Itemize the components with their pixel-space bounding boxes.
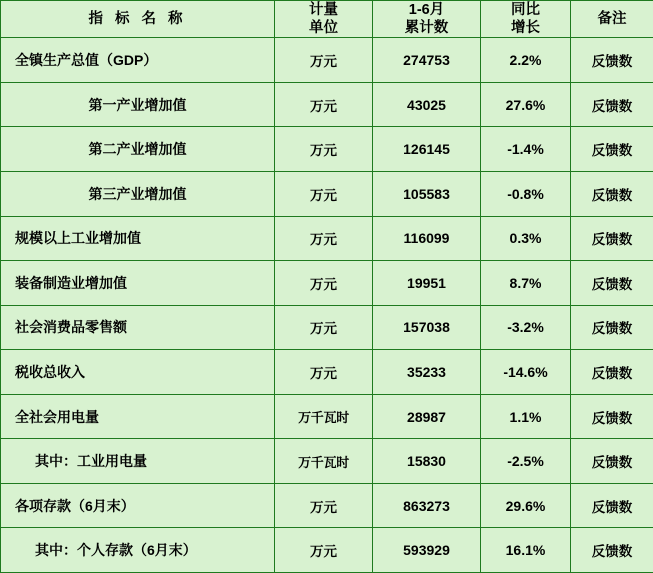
remark-cell: 反馈数 [571,216,653,261]
unit-cell: 万元 [275,483,373,528]
table-row [1,439,653,484]
growth-rate-cell: 8.7% [481,261,571,306]
growth-rate-cell: 0.3% [481,216,571,261]
table-body [1,38,653,573]
cumulative-value-cell: 593929 [373,528,481,573]
table-row [1,261,653,306]
unit-cell: 万千瓦时 [275,439,373,484]
growth-rate-cell: 27.6% [481,82,571,127]
indicator-name-cell: 其中：个人存款（6月末） [1,528,275,573]
growth-rate-cell: 29.6% [481,483,571,528]
indicator-name-cell: 第二产业增加值 [1,127,275,172]
unit-cell: 万元 [275,261,373,306]
table-header [1,1,653,38]
unit-cell: 万元 [275,305,373,350]
cumulative-value-cell: 15830 [373,439,481,484]
remark-cell: 反馈数 [571,171,653,216]
unit-cell: 万元 [275,82,373,127]
cumulative-value-cell: 105583 [373,171,481,216]
growth-rate-cell: -3.2% [481,305,571,350]
table-row [1,305,653,350]
header-row [1,1,653,38]
indicator-name-cell: 规模以上工业增加值 [1,216,275,261]
table-row [1,528,653,573]
column-header-remark [571,1,653,38]
remark-cell: 反馈数 [571,439,653,484]
growth-rate-cell: -2.5% [481,439,571,484]
table-row [1,171,653,216]
remark-cell: 反馈数 [571,82,653,127]
unit-cell: 万元 [275,171,373,216]
cumulative-value-cell: 274753 [373,38,481,83]
growth-rate-cell: 2.2% [481,38,571,83]
cumulative-value-cell: 157038 [373,305,481,350]
indicator-name-cell: 各项存款（6月末） [1,483,275,528]
remark-cell: 反馈数 [571,127,653,172]
growth-rate-cell: -0.8% [481,171,571,216]
unit-cell: 万元 [275,528,373,573]
remark-cell: 反馈数 [571,38,653,83]
cumulative-value-cell: 28987 [373,394,481,439]
column-header-growth-line1: 同比 [511,2,540,18]
table-row [1,350,653,395]
column-header-unit-line1: 计量 [309,2,338,18]
table-row [1,394,653,439]
table-row [1,216,653,261]
unit-cell: 万元 [275,38,373,83]
indicator-name-cell: 第三产业增加值 [1,171,275,216]
column-header-cumulative-line1: 1-6月 [408,2,445,18]
remark-cell: 反馈数 [571,394,653,439]
column-header-growth [481,1,571,38]
column-header-indicator-name-line1: 指 标 名 称 [88,11,187,28]
remark-cell: 反馈数 [571,528,653,573]
indicator-name-cell: 装备制造业增加值 [1,261,275,306]
remark-cell: 反馈数 [571,305,653,350]
growth-rate-cell: -14.6% [481,350,571,395]
table-row [1,127,653,172]
cumulative-value-cell: 43025 [373,82,481,127]
cumulative-value-cell: 116099 [373,216,481,261]
column-header-unit-line2: 单位 [309,20,338,37]
remark-cell: 反馈数 [571,350,653,395]
column-header-remark-line1: 备注 [597,11,627,28]
indicator-name-cell: 全社会用电量 [1,394,275,439]
indicator-name-cell: 其中：工业用电量 [1,439,275,484]
table-row [1,38,653,83]
growth-rate-cell: 16.1% [481,528,571,573]
unit-cell: 万千瓦时 [275,394,373,439]
unit-cell: 万元 [275,216,373,261]
cumulative-value-cell: 863273 [373,483,481,528]
column-header-growth-line2: 增长 [511,20,540,37]
indicator-name-cell: 税收总收入 [1,350,275,395]
column-header-cumulative-line2: 累计数 [404,20,449,37]
indicator-name-cell: 全镇生产总值（GDP） [1,38,275,83]
unit-cell: 万元 [275,350,373,395]
growth-rate-cell: -1.4% [481,127,571,172]
cumulative-value-cell: 35233 [373,350,481,395]
unit-cell: 万元 [275,127,373,172]
remark-cell: 反馈数 [571,261,653,306]
table-row [1,82,653,127]
remark-cell: 反馈数 [571,483,653,528]
growth-rate-cell: 1.1% [481,394,571,439]
column-header-unit [275,1,373,38]
cumulative-value-cell: 19951 [373,261,481,306]
table-row [1,483,653,528]
indicator-name-cell: 社会消费品零售额 [1,305,275,350]
cumulative-value-cell: 126145 [373,127,481,172]
column-header-indicator-name [1,1,275,38]
indicator-name-cell: 第一产业增加值 [1,82,275,127]
column-header-cumulative [373,1,481,38]
